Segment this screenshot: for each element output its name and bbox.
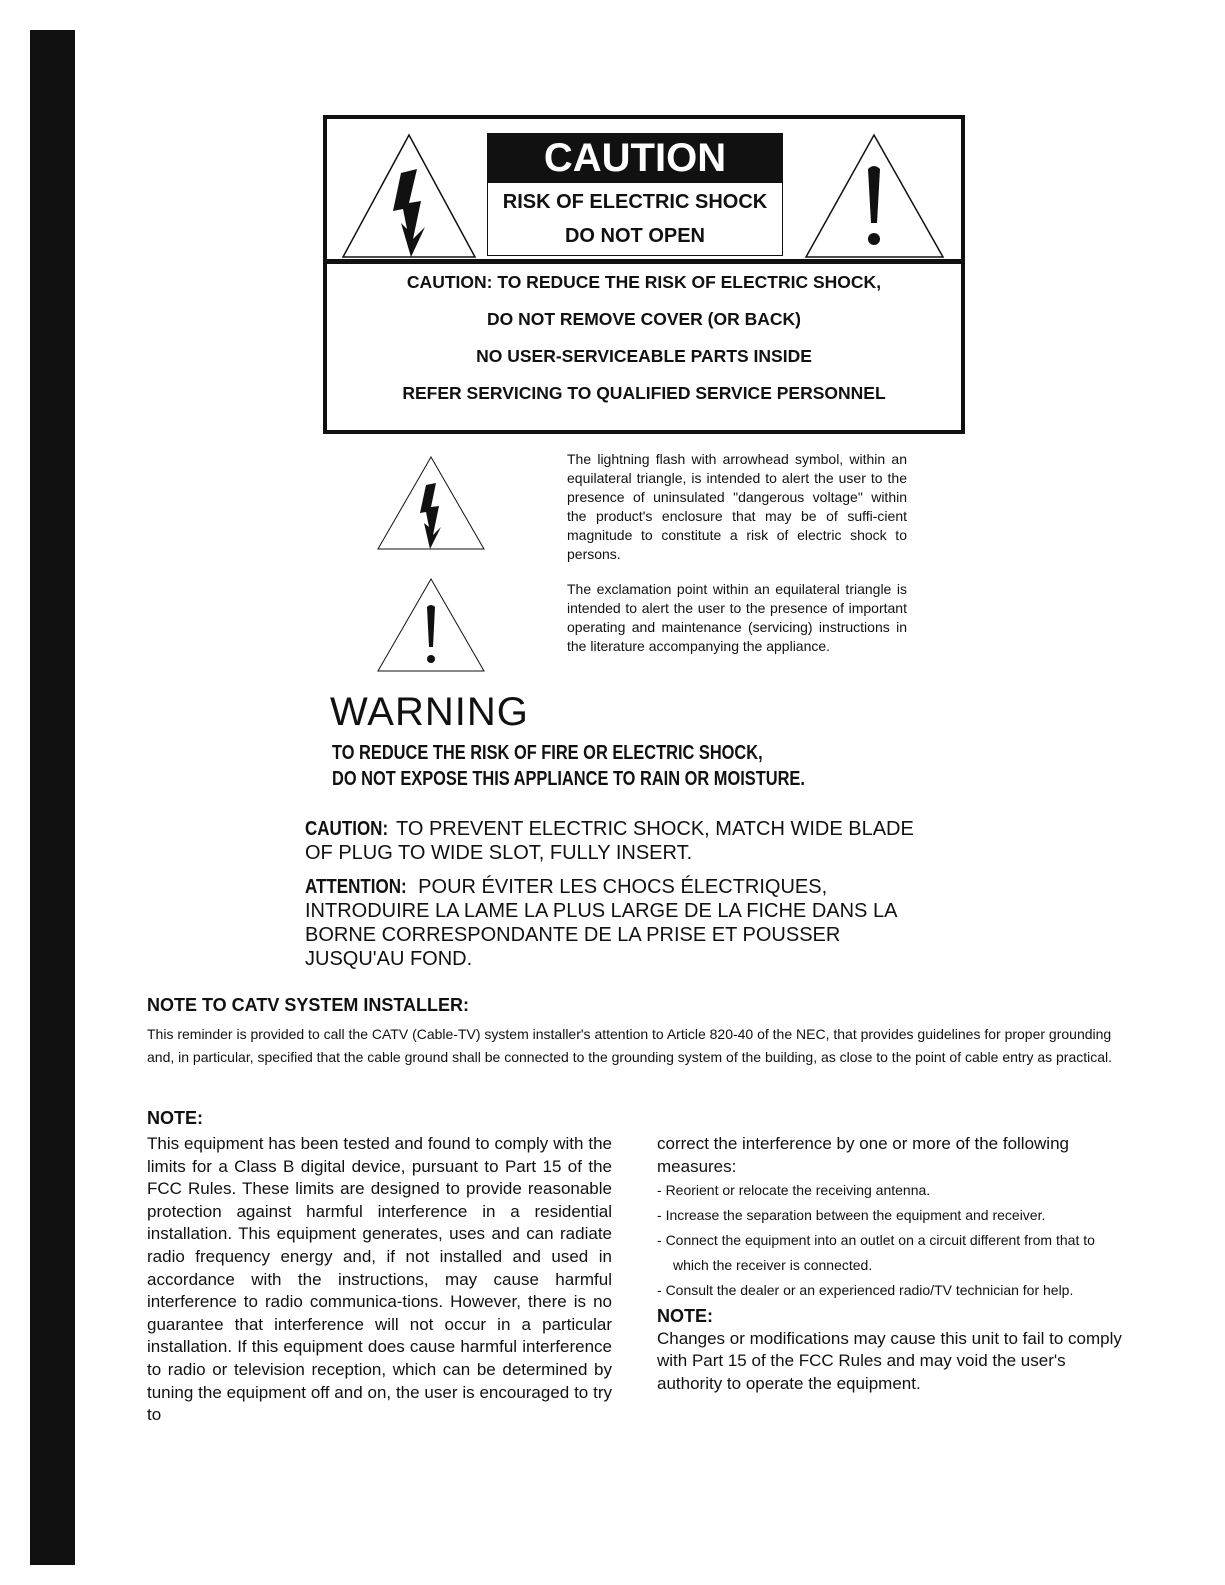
warning-line: TO REDUCE THE RISK OF FIRE OR ELECTRIC SHOCK, bbox=[332, 742, 763, 764]
warning-title: WARNING bbox=[330, 690, 529, 734]
note2-text: Changes or modifications may cause this unit to fail to comply with Part 15 of the FCC Rules and may void the user's authority to operate the equipment. bbox=[657, 1328, 1122, 1393]
caution-instructions bbox=[327, 264, 961, 412]
lightning-triangle-icon bbox=[376, 455, 486, 551]
measure-item: - Consult the dealer or an experienced radio/TV technician for help. bbox=[657, 1282, 1074, 1299]
caution-line: REFER SERVICING TO QUALIFIED SERVICE PERSONNEL bbox=[402, 383, 886, 403]
attention-label: ATTENTION: bbox=[305, 876, 407, 898]
catv-heading: NOTE TO CATV SYSTEM INSTALLER: bbox=[147, 995, 470, 1015]
caution-line: DO NOT REMOVE COVER (OR BACK) bbox=[486, 309, 802, 329]
caution-title: CAUTION bbox=[487, 133, 783, 183]
caution-label: CAUTION: bbox=[305, 818, 389, 840]
fcc-note-text: This equipment has been tested and found to comply with the limits for a Class B digital device, pursuant to Part 15 of the FCC Rules. These limits are designed to provide reasonable protection against harmful interference in a residential installation. This equipment generates, uses and can radiate radio frequency energy and, if not installed and used in accordance with the instructions, may cause harmful interference to radio communica-tions. However, there is no guarantee that interference will not occur in a particular installation. If this equipment does cause harmful interference to radio or television reception, which can be determined by tuning the equipment off and on, the user is encouraged to try to bbox=[147, 1134, 612, 1425]
risk-line: DO NOT OPEN bbox=[564, 225, 705, 247]
caution-label-box bbox=[323, 115, 965, 434]
fcc-note-heading: NOTE: bbox=[147, 1108, 203, 1128]
scan-binding-edge bbox=[30, 30, 75, 1565]
caution-label-header bbox=[327, 119, 961, 264]
measure-text: Consult the dealer or an experienced radio/TV technician for help. bbox=[665, 1282, 1074, 1299]
risk-line: RISK OF ELECTRIC SHOCK bbox=[502, 191, 768, 213]
catv-text: This reminder is provided to call the CATV (Cable-TV) system installer's attention to Article 820-40 of the NEC, that provides guidelines for proper grounding and, in particular, specified that the cable ground shall be connected to the grounding system of the building, as close to the point of cable entry as practical. bbox=[147, 1026, 1113, 1065]
warning-text bbox=[332, 740, 805, 792]
exclamation-triangle-icon bbox=[376, 577, 486, 673]
measure-text: Reorient or relocate the receiving antenna. bbox=[665, 1182, 931, 1199]
caution-line: CAUTION: TO REDUCE THE RISK OF ELECTRIC SHOCK, bbox=[406, 272, 882, 292]
warning-line: DO NOT EXPOSE THIS APPLIANCE TO RAIN OR MOISTURE. bbox=[332, 768, 805, 790]
fcc-note-continued bbox=[657, 1133, 1127, 1396]
measure-item: - Connect the equipment into an outlet on a circuit different from that to which the receiver is connected. bbox=[657, 1232, 1095, 1274]
exclamation-triangle-icon bbox=[802, 131, 947, 259]
note2-heading: NOTE: bbox=[657, 1306, 713, 1327]
caution-plug-body: TO PREVENT ELECTRIC SHOCK, MATCH WIDE BLADE OF PLUG TO WIDE SLOT, FULLY INSERT. bbox=[305, 818, 914, 864]
attention-plug-text bbox=[305, 875, 915, 971]
attention-plug-body: POUR ÉVITER LES CHOCS ÉLECTRIQUES, INTRODUIRE LA LAME LA PLUS LARGE DE LA FICHE DANS LA BORNE CORRESPONDANTE DE LA PRISE ET POUSSER JUSQU'AU FOND. bbox=[305, 876, 897, 970]
lightning-symbol-description: The lightning flash with arrowhead symbol, within an equilateral triangle, is intended to alert the user to the presence of uninsulated "dangerous voltage" within the product's enclosure that may be of suffi-cient magnitude to constitute a risk of electric shock to persons. bbox=[567, 451, 907, 562]
measure-item: - Increase the separation between the equipment and receiver. bbox=[657, 1207, 1046, 1224]
measure-item: - Reorient or relocate the receiving antenna. bbox=[657, 1182, 931, 1199]
caution-plug-text bbox=[305, 817, 915, 865]
measure-text: Increase the separation between the equipment and receiver. bbox=[665, 1207, 1046, 1224]
measure-text: Connect the equipment into an outlet on a circuit different from that to which the receiver is connected. bbox=[665, 1232, 1095, 1274]
caution-line: NO USER-SERVICEABLE PARTS INSIDE bbox=[476, 346, 812, 366]
fcc-continued-text: correct the interference by one or more of the following measures: bbox=[657, 1134, 1069, 1176]
lightning-triangle-icon bbox=[339, 131, 479, 259]
risk-text bbox=[487, 183, 783, 256]
exclamation-symbol-description: The exclamation point within an equilateral triangle is intended to alert the user to the presence of important operating and maintenance (servicing) instructions in the literature accompanying the appliance. bbox=[567, 581, 907, 654]
